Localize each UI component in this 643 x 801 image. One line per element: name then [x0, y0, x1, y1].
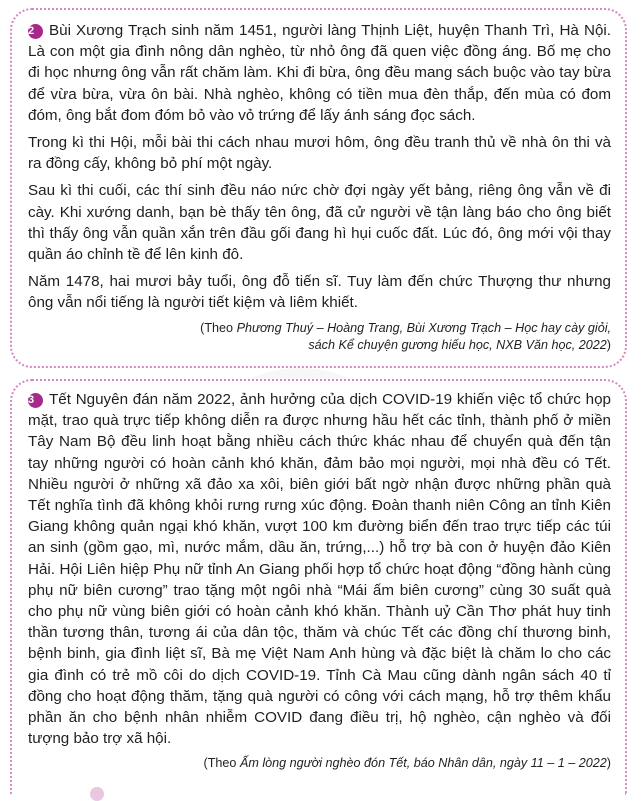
source-title: Phương Thuý – Hoàng Trang, Bùi Xương Trạch – Học hay cày giỏi, [236, 320, 611, 335]
source-title: Ấm lòng người nghèo đón Tết, báo Nhân dân, ngày 11 – 1 – 2022 [239, 756, 607, 771]
story-number-badge: 3 [28, 393, 43, 408]
story-paragraph-text: Bùi Xương Trạch sinh năm 1451, người làng Thịnh Liệt, huyện Thanh Trì, Hà Nội. Là con một gia đình nông dân nghèo, từ nhỏ ông đã quen việc đồng áng. Bố mẹ cho đi học nhưng ông vẫn rất chăm làm. Khi đi bừa, ông đều mang sách buộc vào tay bừa để vừa bừa, vừa ôn bài. Nhà nghèo, không có tiền mua đèn thắp, đến mùa có đom đóm, ông bắt đom đóm bỏ vào vỏ trứng để lấy ánh sáng đọc sách. [28, 22, 611, 124]
story-number-badge: 2 [28, 24, 43, 39]
story-paragraph: Trong kì thi Hội, mỗi bài thi cách nhau mươi hôm, ông đều tranh thủ về nhà ôn thi và ra đồng cấy, không bỏ phí một ngày. [28, 134, 611, 173]
next-item-badge [90, 787, 104, 801]
story-paragraph [28, 20, 611, 126]
source-citation: (Theo Ấm lòng người nghèo đón Tết, báo Nhân dân, ngày 11 – 1 – 2022) [203, 756, 611, 771]
source-publication: sách Kể chuyện gương hiếu học, NXB Văn học, 2022 [308, 337, 607, 352]
story-paragraph: Sau kì thi cuối, các thí sinh đều náo nức chờ đợi ngày yết bảng, riêng ông vẫn về đi cày. Khi xướng danh, bạn bè thấy tên ông, đã cử người về tận làng báo cho ông biết thì thấy ông vẫn quần xắn trên đầu gối đang hì hụi cuốc đất. Lúc đó, ông mới vội thay quần áo chỉnh tề để lên kinh đô. [28, 182, 611, 264]
story-paragraph [28, 389, 611, 749]
story-paragraph-text: Tết Nguyên đán năm 2022, ảnh hưởng của dịch COVID-19 khiến việc tổ chức họp mặt, trao quà trực tiếp không diễn ra được nhưng hầu hết các tỉnh, thành phố ở miền Tây Nam Bộ đều linh hoạt bằng nhiều cách thức khác nhau để chuyển quà đến tận tay những người có hoàn cảnh khó khăn, đảm bảo mọi người, mọi nhà đều có Tết. Nhiều người ở những xã đảo xa xôi, biên giới bất ngờ nhận được những phần quà Tết nghĩa tình đã không khỏi rưng rưng xúc động. Đoàn thanh niên Công an tỉnh Kiên Giang không quản ngại khó khăn, vượt 100 km đường biển đến trao trực tiếp các túi an sinh (gồm gạo, mì, nước mắm, dầu ăn, trứng,...) hỗ trợ bà con ở huyện đảo Kiên Hải. Hội Liên hiệp Phụ nữ tỉnh An Giang phối hợp tổ chức hoạt động “đồng hành cùng phụ nữ biên cương” trao tặng một ngôi nhà “Mái ấm biên cương” cùng 30 suất quà cho phụ nữ vùng biên giới có hoàn cảnh khó khăn. Thành uỷ Cần Thơ phát huy tinh thần tương thân, tương ái của dân tộc, thăm và chúc Tết các đồng chí thương binh, bệnh binh, gia đình liệt sĩ, Bà mẹ Việt Nam Anh hùng và đặc biệt là chăm lo cho các gia đình có trẻ mồ côi do dịch COVID-19. Tỉnh Cà Mau cũng dành ngân sách 40 tỉ đồng cho hoạt động thăm, tặng quà người có công với cách mạng, hỗ trợ thêm khẩu phần ăn cho bệnh nhân nhiễm COVID đang điều trị, hộ nghèo, cận nghèo và đối tượng bảo trợ xã hội. [28, 391, 611, 748]
story-paragraph: Năm 1478, hai mươi bảy tuổi, ông đỗ tiến sĩ. Tuy làm đến chức Thượng thư nhưng ông vẫn nổi tiếng là người tiết kiệm và liêm khiết. [28, 273, 611, 312]
story-box-3 [10, 379, 627, 795]
story-box-2 [10, 8, 627, 368]
source-citation: (Theo Phương Thuý – Hoàng Trang, Bùi Xương Trạch – Học hay cày giỏi, sách Kể chuyện gương hiếu học, NXB Văn học, 2022) [200, 320, 611, 352]
